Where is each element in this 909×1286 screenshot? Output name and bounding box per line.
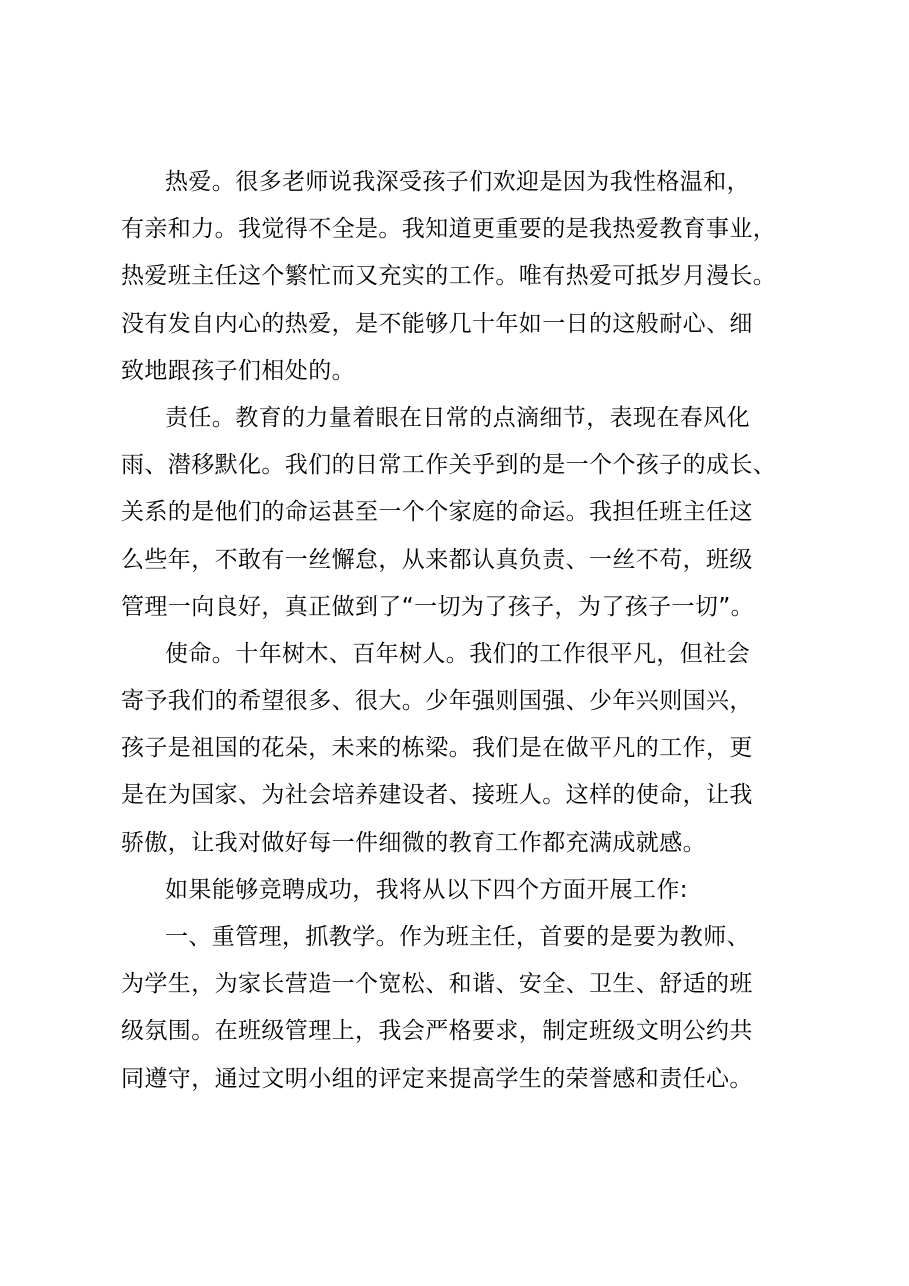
text-line: 没有发自内心的热爱，是不能够几十年如一日的这般耐心、细	[121, 310, 753, 337]
text-line: 热爱班主任这个繁忙而又充实的工作。唯有热爱可抵岁月漫长。	[121, 263, 777, 290]
text-line: 骄傲，让我对做好每一件细微的教育工作都充满成就感。	[121, 829, 706, 856]
text-line: 寄予我们的希望很多、很大。少年强则国强、少年兴则国兴，	[121, 688, 753, 715]
text-line: 热爱。很多老师说我深受孩子们欢迎是因为我性格温和，	[165, 169, 750, 195]
text-line: 级氛围。在班级管理上，我会严格要求，制定班级文明公约共	[121, 1018, 753, 1045]
text-line: 孩子是祖国的花朵，未来的栋梁。我们是在做平凡的工作，更	[121, 735, 753, 762]
text-line: 使命。十年树木、百年树人。我们的工作很平凡，但社会	[165, 640, 750, 667]
text-line: 致地跟孩子们相处的。	[121, 357, 355, 384]
document-body	[121, 159, 801, 1103]
text-line: 同遵守，通过文明小组的评定来提高学生的荣誉感和责任心。	[121, 1065, 753, 1092]
text-line: 么些年，不敢有一丝懈怠，从来都认真负责、一丝不苟，班级	[121, 546, 753, 573]
text-line: 是在为国家、为社会培养建设者、接班人。这样的使命，让我	[121, 782, 753, 809]
text-line: 雨、潜移默化。我们的日常工作关乎到的是一个个孩子的成长、	[121, 452, 777, 479]
text-line: 如果能够竞聘成功，我将从以下四个方面开展工作:	[165, 876, 688, 903]
text-line: 责任。教育的力量着眼在日常的点滴细节，表现在春风化	[165, 404, 750, 431]
text-line: 有亲和力。我觉得不全是。我知道更重要的是我热爱教育事业，	[121, 216, 777, 243]
text-line: 为学生，为家长营造一个宽松、和谐、安全、卫生、舒适的班	[121, 971, 753, 998]
text-line: 一、重管理，抓教学。作为班主任，首要的是要为教师、	[165, 924, 750, 950]
text-line: 管理一向良好，真正做到了“一切为了孩子，为了孩子一切”。	[121, 593, 755, 620]
text-line: 关系的是他们的命运甚至一个个家庭的命运。我担任班主任这	[121, 499, 753, 526]
